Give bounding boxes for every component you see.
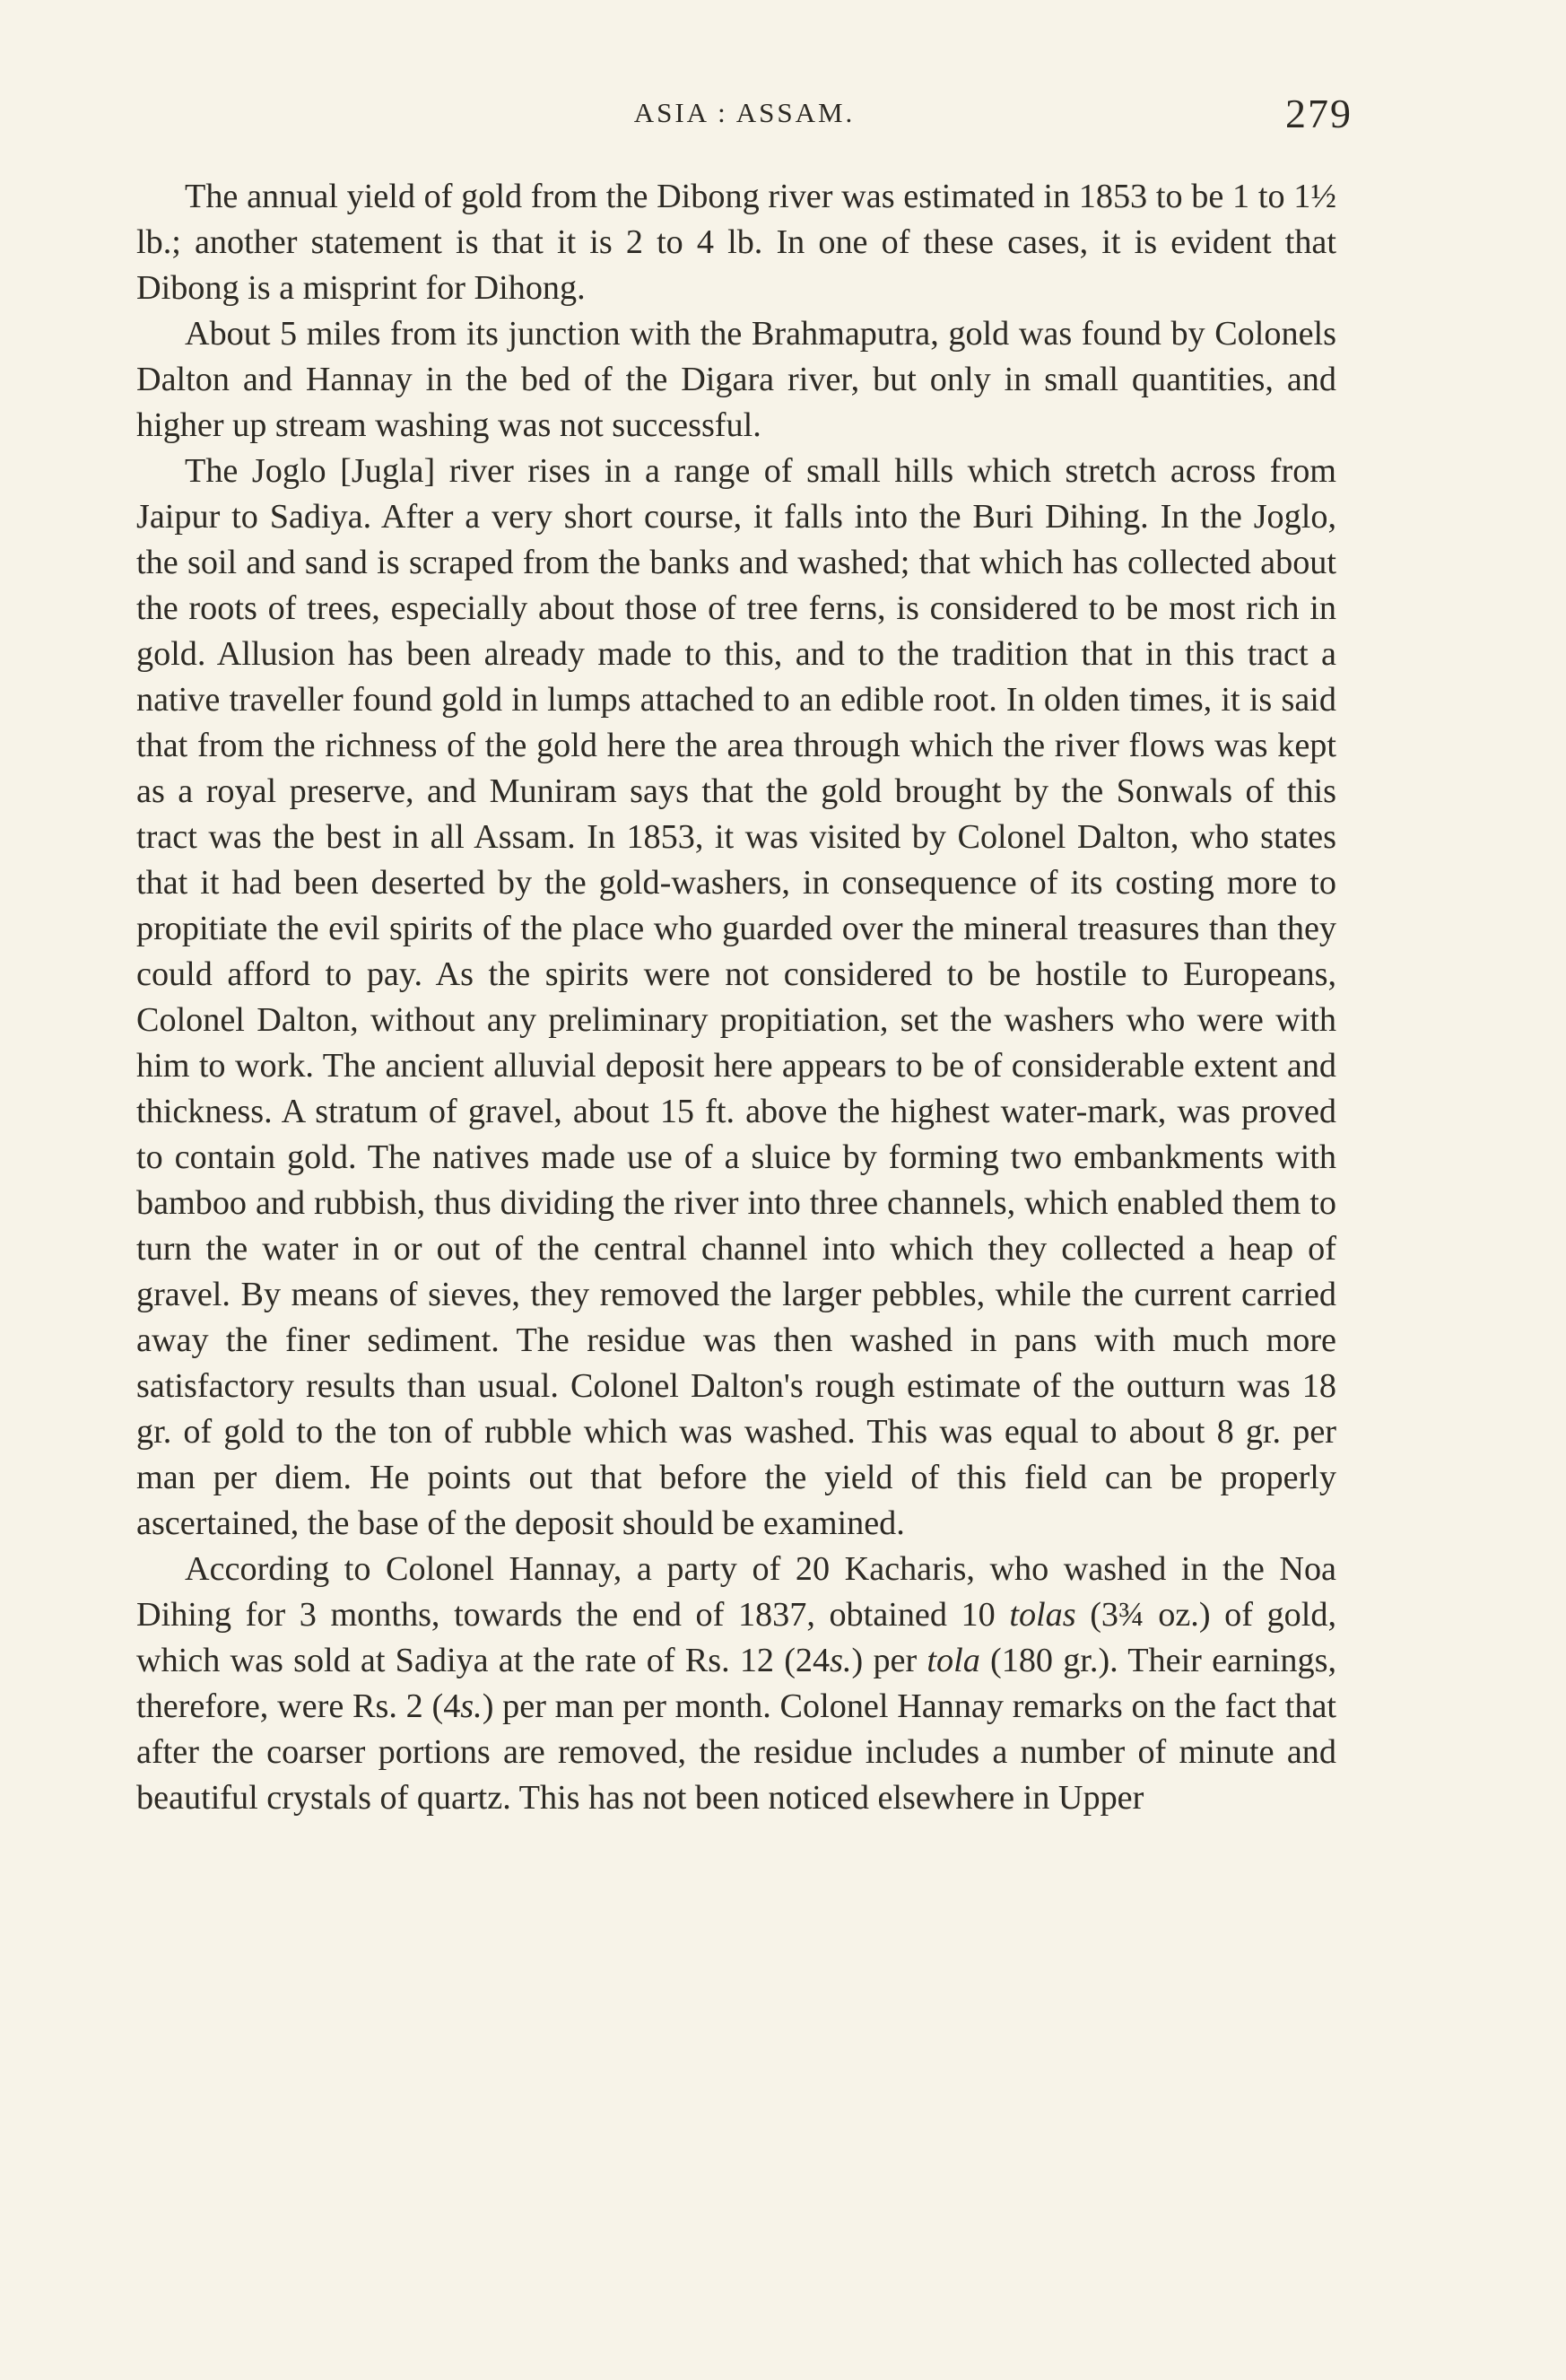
italic-term: s. xyxy=(830,1642,852,1679)
paragraph-joglo xyxy=(136,449,1336,1547)
paragraph-text: (3¾ oz.) of gold, which was sold at Sadiya at the rate of Rs. 12 (24 xyxy=(136,1596,1336,1679)
italic-term: tolas xyxy=(1009,1596,1076,1634)
paragraph-text: ) per man per month. Colonel Hannay remarks on the fact that after the coarser portions are removed, the residue includes a number of minute and beautiful crystals of quartz. This has not been noticed elsewhere in Upper xyxy=(136,1687,1336,1817)
paragraph-text: According to Colonel Hannay, a party of 20 Kacharis, who washed in the Noa Dihing for 3 months, towards the end of 1837, obtained 10 xyxy=(136,1550,1336,1634)
body-text xyxy=(136,174,1336,1821)
paragraph-text: About 5 miles from its junction with the Brahmaputra, gold was found by Colonels Dalton and Hannay in the bed of the Digara river, but only in small quantities, and higher up stream washing was not successful. xyxy=(136,315,1336,444)
running-head xyxy=(0,90,1566,144)
paragraph-text: The Joglo [Jugla] river rises in a range of small hills which stretch across from Jaipur to Sadiya. After a very short course, it falls into the Buri Dihing. In the Joglo, the soil and sand is scraped from the banks and washed; that which has collected about the roots of trees, especially about those of tree ferns, is considered to be most rich in gold. Allusion has been already made to this, and to the tradition that in this tract a native traveller found gold in lumps attached to an edible root. In olden times, it is said that from the richness of the gold here the area through which the river flows was kept as a royal preserve, and Muniram says that the gold brought by the Sonwals of this tract was the best in all Assam. In 1853, it was visited by Colonel Dalton, who states that it had been deserted by the gold-washers, in consequence of its costing more to propitiate the evil spirits of the place who guarded over the mineral treasures than they could afford to pay. As the spirits were not considered to be hostile to Europeans, Colonel Dalton, without any preliminary propitiation, set the washers who were with him to work. The ancient alluvial deposit here appears to be of considerable extent and thickness. A stratum of gravel, about 15 ft. above the highest water-mark, was proved to contain gold. The natives made use of a sluice by forming two embankments with bamboo and rubbish, thus dividing the river into three channels, which enabled them to turn the water in or out of the central channel into which they collected a heap of gravel. By means of sieves, they removed the larger pebbles, while the current carried away the finer sediment. The residue was then washed in pans with much more satisfactory results than usual. Colonel Dalton's rough estimate of the outturn was 18 gr. of gold to the ton of rubble which was washed. This was equal to about 8 gr. per man per diem. He points out that before the yield of this field can be properly ascertained, the base of the deposit should be examined. xyxy=(136,452,1336,1542)
page-number: 279 xyxy=(1285,91,1353,136)
running-head-title: ASIA : ASSAM. xyxy=(633,97,856,128)
italic-term: tola xyxy=(927,1642,980,1679)
paragraph-digara xyxy=(136,311,1336,449)
paragraph-text: ) per xyxy=(851,1642,927,1679)
paragraph-text: The annual yield of gold from the Dibong river was estimated in 1853 to be 1 to 1½ lb.; another statement is that it is 2 to 4 lb. In one of these cases, it is evident that Dibong is a misprint for Dihong. xyxy=(136,178,1336,307)
italic-term: s. xyxy=(460,1687,483,1725)
paragraph-dibong xyxy=(136,174,1336,311)
paragraph-noa-dihing xyxy=(136,1547,1336,1821)
paragraph-text: (180 gr.). Their earnings, therefore, were Rs. 2 (4 xyxy=(136,1642,1336,1725)
